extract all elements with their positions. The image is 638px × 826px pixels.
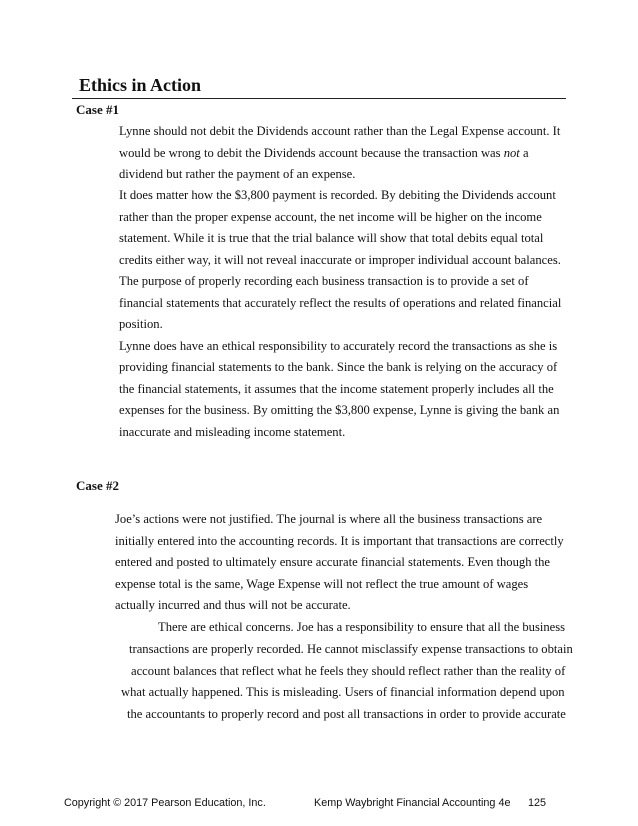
case-1-heading: Case #1 bbox=[76, 102, 119, 117]
case-1-line: dividend but rather the payment of an expense. bbox=[119, 167, 356, 181]
case-2-line: initially entered into the accounting records. It is important that transactions are correctly bbox=[115, 534, 564, 548]
case-1-line bbox=[119, 146, 529, 161]
case-2-line: the accountants to properly record and post all transactions in order to provide accurate bbox=[127, 707, 566, 721]
case-2-line: transactions are properly recorded. He cannot misclassify expense transactions to obtain bbox=[129, 642, 573, 656]
footer-copyright: Copyright © 2017 Pearson Education, Inc. bbox=[64, 797, 266, 809]
case-2-line: entered and posted to ultimately ensure accurate financial statements. Even though the bbox=[115, 555, 551, 569]
case-1-line: expenses for the business. By omitting the $3,800 expense, Lynne is giving the bank an bbox=[119, 403, 560, 417]
case-1-line: Lynne should not debit the Dividends account rather than the Legal Expense account. It bbox=[119, 124, 561, 138]
case-1-line: It does matter how the $3,800 payment is recorded. By debiting the Dividends account bbox=[119, 188, 556, 202]
case-2-line: expense total is the same, Wage Expense will not reflect the true amount of wages bbox=[115, 577, 529, 591]
case-1-line: position. bbox=[119, 317, 163, 331]
section-title: Ethics in Action bbox=[79, 75, 202, 95]
case-1-line-tail: a bbox=[519, 146, 529, 160]
case-1-line: inaccurate and misleading income statement. bbox=[119, 425, 346, 439]
case-1-line: rather than the proper expense account, the net income will be higher on the income bbox=[119, 210, 542, 224]
case-1-line: credits either way, it will not reveal inaccurate or improper individual account balances. bbox=[119, 253, 561, 267]
case-2-line: what actually happened. This is misleading. Users of financial information depend upon bbox=[121, 685, 565, 699]
case-2-line: There are ethical concerns. Joe has a responsibility to ensure that all the business bbox=[158, 620, 566, 634]
footer-page-number: 125 bbox=[528, 797, 547, 809]
case-1-line-text: would be wrong to debit the Dividends account because the transaction was bbox=[119, 146, 504, 160]
case-2-line: actually incurred and thus will not be accurate. bbox=[115, 598, 351, 612]
footer-book-title: Kemp Waybright Financial Accounting 4e bbox=[314, 797, 511, 809]
case-1-line: the financial statements, it assumes that the income statement properly includes all the bbox=[119, 382, 554, 396]
case-1-line: providing financial statements to the bank. Since the bank is relying on the accuracy of bbox=[119, 360, 558, 374]
case-1-line: financial statements that accurately reflect the results of operations and related financial bbox=[119, 296, 562, 310]
case-1-line: The purpose of properly recording each business transaction is to provide a set of bbox=[119, 274, 529, 288]
case-2-heading: Case #2 bbox=[76, 478, 119, 493]
title-underline bbox=[72, 98, 566, 99]
case-1-line: Lynne does have an ethical responsibility to accurately record the transactions as she is bbox=[119, 339, 558, 353]
case-1-line: statement. While it is true that the trial balance will show that total debits equal total bbox=[119, 231, 544, 245]
case-2-line: account balances that reflect what he feels they should reflect rather than the reality of bbox=[131, 664, 566, 678]
case-2-line: Joe’s actions were not justified. The journal is where all the business transactions are bbox=[115, 512, 543, 526]
emphasis-not: not bbox=[503, 146, 520, 160]
